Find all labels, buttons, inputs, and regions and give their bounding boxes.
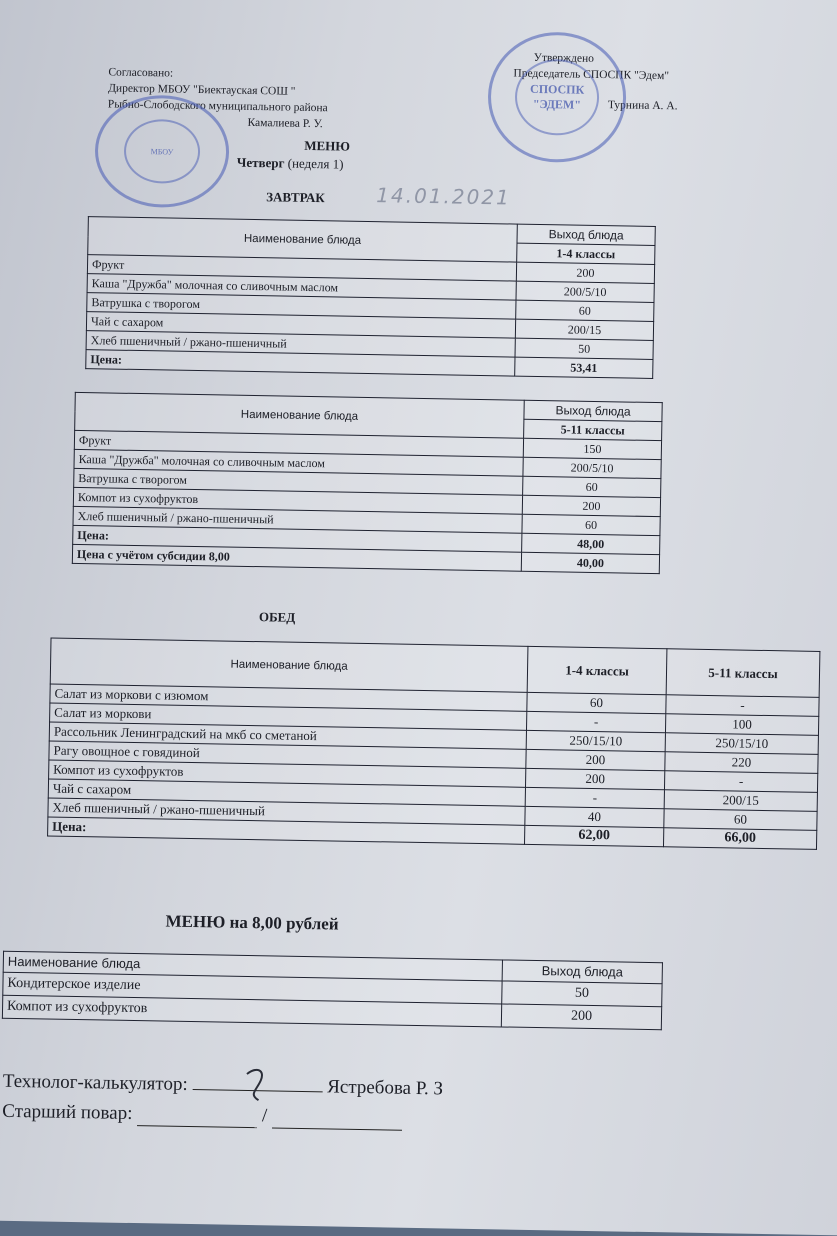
dish-name: Кондитерское изделие <box>3 972 502 1004</box>
dish-output: 50 <box>515 338 653 359</box>
approval-right-line3: Турнина А. А. <box>607 99 678 113</box>
dish-output: 200/5/10 <box>516 281 654 302</box>
subsidy-value: 40,00 <box>521 552 659 573</box>
dish-name: Компот из сухофруктов <box>49 760 526 787</box>
dish-name: Каша "Дружба" молочная со сливочным маслом <box>87 274 516 300</box>
dish-name: Компот из сухофруктов <box>2 995 501 1027</box>
right-stamp-text: СПОСПК "ЭДЕМ" <box>529 81 585 112</box>
dish-output-b: - <box>664 771 817 793</box>
footer-cook: Старший повар: / <box>2 1101 402 1131</box>
signature-icon <box>238 1064 279 1105</box>
breakfast-table-1-4 <box>85 216 656 379</box>
approval-right-line1: Утверждено <box>533 51 595 65</box>
approval-left-line1: Согласовано: <box>108 66 174 80</box>
dish-output: 150 <box>523 438 661 459</box>
dish-name: Рассольник Ленинградский на мкб со сметаной <box>49 722 526 749</box>
tech-name: Ястребова Р. З <box>327 1076 444 1100</box>
col-out-header: Выход блюда <box>524 400 662 421</box>
approval-left-line2: Директор МБОУ "Биектауская СОШ " <box>108 82 296 98</box>
menu8-table <box>2 951 663 1031</box>
dish-output: 60 <box>516 300 654 321</box>
handwritten-date: 14.01.2021 <box>376 183 512 210</box>
dish-output-a: 40 <box>525 806 664 827</box>
day-line <box>237 155 344 173</box>
dish-output: 60 <box>522 514 660 535</box>
col-group-header: 1-4 классы <box>517 243 655 264</box>
price-label: Цена: <box>73 525 522 552</box>
col-b-header: 5-11 классы <box>666 649 820 698</box>
dish-output: 200 <box>522 495 660 516</box>
day-name: Четверг <box>236 154 285 171</box>
dish-output-b: 220 <box>665 752 818 774</box>
subsidy-label: Цена с учётом субсидии 8,00 <box>72 544 521 571</box>
dish-name: Ватрушка с творогом <box>74 468 523 495</box>
dish-output: 200 <box>516 262 654 283</box>
right-stamp-icon <box>487 31 627 163</box>
dish-output: 200/15 <box>515 319 653 340</box>
tech-signature-line <box>192 1089 322 1092</box>
price-value: 53,41 <box>515 357 653 378</box>
dish-name: Каша "Дружба" молочная со сливочным маслом <box>74 449 523 476</box>
dish-output-b: - <box>666 695 819 717</box>
breakfast-table-5-11 <box>72 392 663 574</box>
footer-tech <box>3 1071 444 1101</box>
approval-left-line3: Рыбно-Слободского муниципального района <box>107 98 328 115</box>
approval-right-line2: Председатель СПОСПК "Эдем" <box>513 67 670 83</box>
dish-name: Хлеб пшеничный / ржано-пшеничный <box>73 506 522 533</box>
cook-label: Старший повар: <box>2 1100 133 1125</box>
dish-output-b: 60 <box>664 809 817 831</box>
dish-name: Фрукт <box>74 430 523 457</box>
dish-name: Салат из моркови <box>50 703 527 730</box>
col-a-header: 1-4 классы <box>527 646 667 694</box>
dish-output-a: - <box>525 787 664 808</box>
menu8-title: МЕНЮ на 8,00 рублей <box>165 911 339 934</box>
cook-name-line <box>272 1105 402 1130</box>
menu-title: МЕНЮ <box>304 137 351 154</box>
dish-output-b: 250/15/10 <box>665 733 818 755</box>
col-name-header: Наименование блюда <box>50 638 528 692</box>
dish-name: Чай с сахаром <box>48 779 525 806</box>
price-a: 62,00 <box>525 825 664 846</box>
lunch-title: ОБЕД <box>258 609 296 625</box>
price-b: 66,00 <box>663 828 816 850</box>
dish-name: Чай с сахаром <box>86 312 515 338</box>
dish-name: Салат из моркови с изюмом <box>50 684 527 711</box>
approval-left-line4: Камалиева Р. У. <box>247 116 323 131</box>
breakfast-title: ЗАВТРАК <box>266 189 325 206</box>
dish-output-a: 200 <box>525 768 664 789</box>
dish-name: Компот из сухофруктов <box>73 487 522 514</box>
dish-output: 50 <box>502 981 662 1007</box>
col-out-header: Выход блюда <box>517 224 655 245</box>
dish-name: Ватрушка с творогом <box>87 293 516 319</box>
cook-signature-line <box>137 1103 257 1128</box>
left-stamp-icon: МБОУ <box>94 94 230 208</box>
dish-name: Рагу овощное с говядиной <box>49 741 526 768</box>
dish-name: Фрукт <box>87 255 516 281</box>
menu-title-block <box>267 137 387 155</box>
col-out-header: Выход блюда <box>502 960 662 984</box>
dish-output-b: 200/15 <box>664 790 817 812</box>
dish-output: 60 <box>523 476 661 497</box>
dish-name: Хлеб пшеничный / ржано-пшеничный <box>86 331 515 357</box>
tech-label: Технолог-калькулятор: <box>2 1070 188 1095</box>
dish-output-a: 200 <box>526 749 665 770</box>
dish-name: Хлеб пшеничный / ржано-пшеничный <box>48 798 525 825</box>
dish-output-a: - <box>526 711 665 732</box>
day-week: (неделя 1) <box>284 155 344 172</box>
dish-output: 200 <box>501 1004 661 1030</box>
dish-output-a: 250/15/10 <box>526 730 665 751</box>
price-label: Цена: <box>86 350 515 376</box>
col-name-header: Наименование блюда <box>75 392 525 438</box>
dish-output: 200/5/10 <box>523 457 661 478</box>
price-value: 48,00 <box>522 533 660 554</box>
price-label: Цена: <box>48 817 525 844</box>
col-name-header: Наименование блюда <box>88 217 518 262</box>
dish-output-a: 60 <box>527 692 666 713</box>
col-name-header: Наименование блюда <box>3 951 502 981</box>
col-group-header: 5-11 классы <box>524 419 662 440</box>
dish-output-b: 100 <box>665 714 818 736</box>
lunch-table <box>47 638 820 850</box>
